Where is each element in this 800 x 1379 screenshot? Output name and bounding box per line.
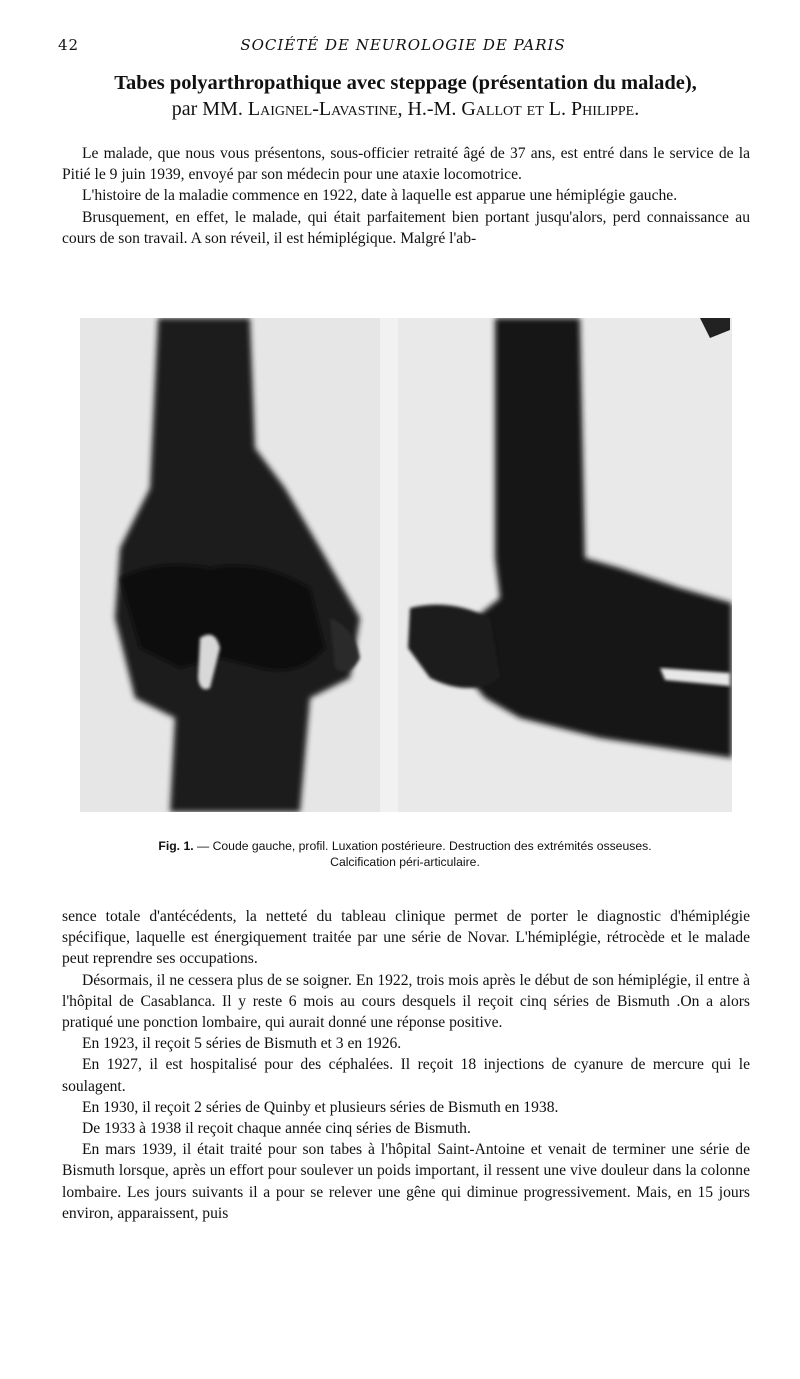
caption-line-2: Calcification péri-articulaire. bbox=[330, 855, 480, 869]
xray-image bbox=[80, 318, 732, 812]
paragraph: En 1927, il est hospitalisé pour des céphalées. Il reçoit 18 injections de cyanure de mercure qui le soulagent. bbox=[62, 1056, 750, 1095]
running-head bbox=[58, 36, 748, 56]
paragraph: De 1933 à 1938 il reçoit chaque année cinq séries de Bismuth. bbox=[82, 1120, 471, 1138]
article-authors bbox=[58, 97, 753, 121]
paragraph: Désormais, il ne cessera plus de se soigner. En 1922, trois mois après le début de son hémiplégie, il entre à l'hôpital de Casablanca. Il y reste 6 mois au cours desquels il reçoit cinq séries de Bismuth .On a alors pratiqué une ponction lombaire, qui aurait donné une réponse positive. bbox=[62, 971, 750, 1032]
paragraph: En 1923, il reçoit 5 séries de Bismuth et 3 en 1926. bbox=[82, 1035, 402, 1053]
xray-left-panel bbox=[80, 318, 380, 812]
figure-label: Fig. 1. bbox=[158, 839, 194, 853]
figure-caption bbox=[60, 838, 750, 870]
page-number: 42 bbox=[58, 36, 80, 54]
paragraph: En mars 1939, il était traité pour son tabes à l'hôpital Saint-Antoine et venait de terminer une série de Bismuth lorsque, après un effort pour soulever un poids important, il ressent une vive douleur dans la colonne lombaire. Les jours suivants il a pour se relever une gêne qui diminue progressivement. Mais, en 15 jours environ, apparaissent, puis bbox=[62, 1141, 750, 1222]
paragraph: Le malade, que nous vous présentons, sous-officier retraité âgé de 37 ans, est entré dans le service de la Pitié le 9 juin 1939, envoyé par son médecin pour une ataxie locomotrice. bbox=[62, 145, 750, 184]
caption-text-1: — Coude gauche, profil. Luxation postérieure. Destruction des extrémités osseuses. bbox=[197, 839, 652, 853]
article-title: Tabes polyarthropathique avec steppage (présentation du malade), bbox=[114, 72, 697, 94]
xray-figure bbox=[80, 318, 732, 812]
authors-prefix: par MM. bbox=[171, 98, 248, 120]
body-text-after-figure bbox=[62, 906, 750, 1224]
xray-right-panel bbox=[398, 318, 732, 812]
authors-names: Laignel-Lavastine, H.-M. Gallot et L. Philippe. bbox=[247, 98, 640, 120]
journal-title: SOCIÉTÉ DE NEUROLOGIE DE PARIS bbox=[240, 36, 566, 54]
paragraph: L'histoire de la maladie commence en 1922, date à laquelle est apparue une hémiplégie gauche. bbox=[82, 187, 678, 205]
body-text-before-figure bbox=[62, 143, 750, 249]
paragraph: En 1930, il reçoit 2 séries de Quinby et plusieurs séries de Bismuth en 1938. bbox=[82, 1098, 559, 1116]
paragraph: Brusquement, en effet, le malade, qui était parfaitement bien portant jusqu'alors, perd connaissance au cours de son travail. A son réveil, il est hémiplégique. Malgré l'ab- bbox=[62, 208, 750, 247]
paragraph: sence totale d'antécédents, la netteté du tableau clinique permet de porter le diagnostic d'hémiplégie spécifique, laquelle est énergiquement traitée par une série de Novar. L'hémiplégie, rétrocède et le malade peut reprendre ses occupations. bbox=[62, 908, 750, 968]
caption-line-1 bbox=[60, 838, 750, 854]
